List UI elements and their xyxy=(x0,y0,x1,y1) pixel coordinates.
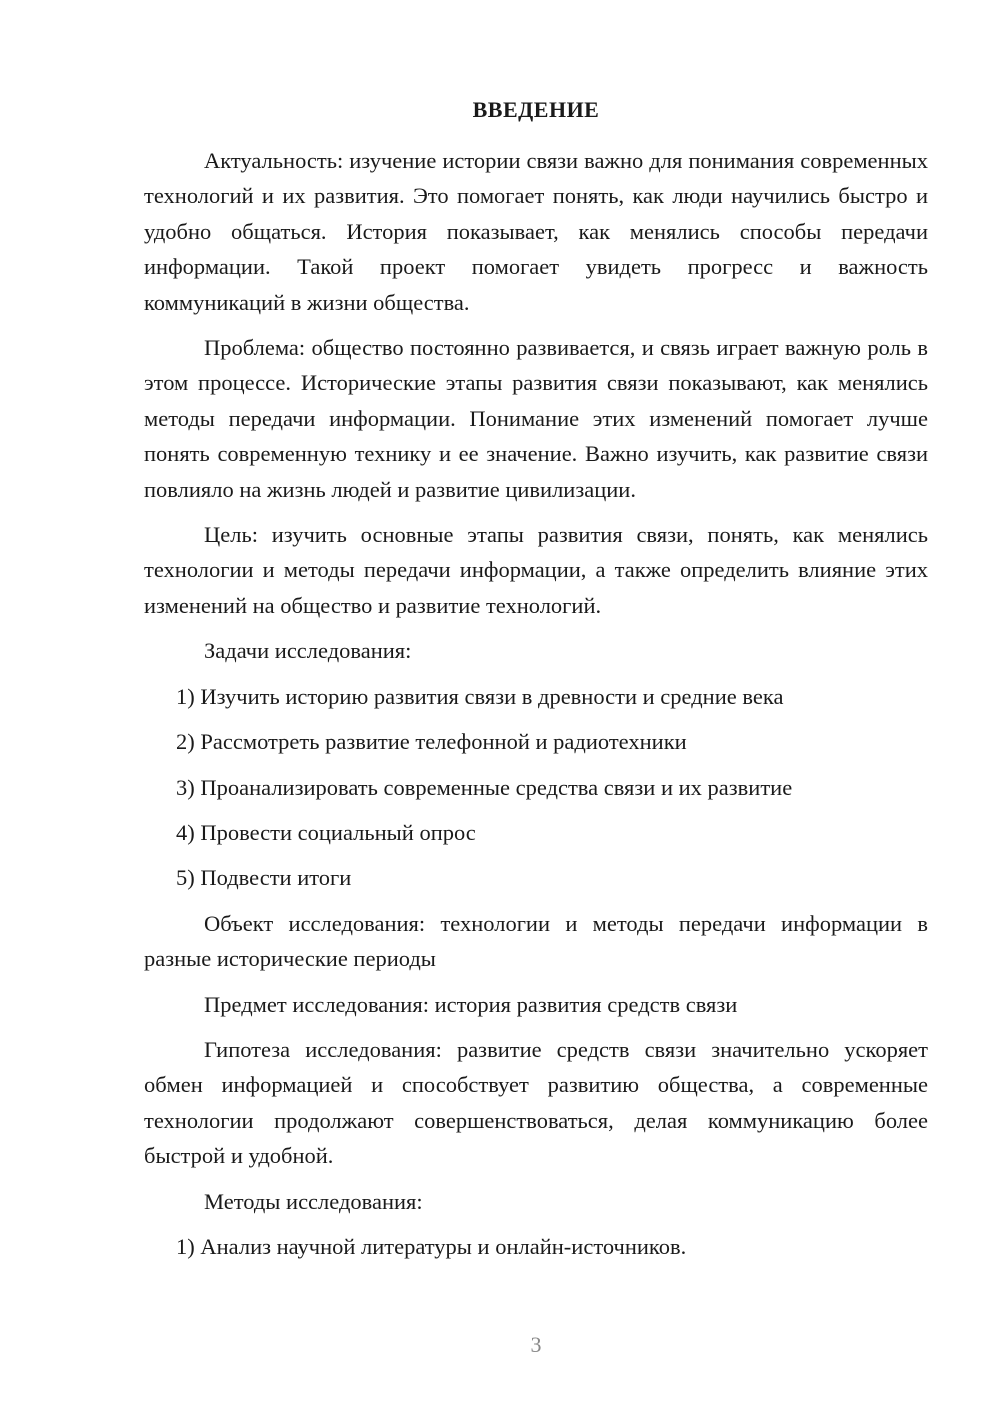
relevance-paragraph: Актуальность: изучение истории связи важно для понимания современных технологий и их развития. Это помогает понять, как люди научились быстро и удобно общаться. История показывает, как менялись способы передачи информации. Такой проект помогает увидеть прогресс и важность коммуникаций в жизни общества. xyxy=(144,148,928,315)
document-body xyxy=(144,143,928,1274)
page-number: 3 xyxy=(530,1332,542,1357)
hypothesis-paragraph: Гипотеза исследования: развитие средств связи значительно ускоряет обмен информацией и способствует развитию общества, а современные технологии продолжают совершенствоваться, делая коммуникацию более быстрой и удобной. xyxy=(144,1036,928,1169)
methods-list xyxy=(144,1229,928,1264)
page-title: ВВЕДЕНИЕ xyxy=(472,97,600,122)
tasks-list xyxy=(144,679,928,896)
list-item: 4) Провести социальный опрос xyxy=(176,819,476,845)
object-paragraph: Объект исследования: технологии и методы передачи информации в разные исторические периоды xyxy=(144,910,928,972)
problem-paragraph: Проблема: общество постоянно развивается, и связь играет важную роль в этом процессе. Исторические этапы развития связи показывают, как менялись методы передачи информации. Понимание этих изменений помогает лучше понять современную технику и ее значение. Важно изучить, как развитие связи повлияло на жизнь людей и развитие цивилизации. xyxy=(144,335,928,502)
list-item: 3) Проанализировать современные средства связи и их развитие xyxy=(176,774,793,800)
list-item: 5) Подвести итоги xyxy=(176,865,352,891)
subject-paragraph: Предмет исследования: история развития средств связи xyxy=(204,991,738,1017)
goal-paragraph: Цель: изучить основные этапы развития связи, понять, как менялись технологии и методы передачи информации, а также определить влияние этих изменений на общество и развитие технологий. xyxy=(144,522,928,618)
methods-heading: Методы исследования: xyxy=(204,1188,423,1214)
list-item: 1) Изучить историю развития связи в древности и средние века xyxy=(176,683,784,709)
tasks-heading: Задачи исследования: xyxy=(204,638,412,664)
list-item: 1) Анализ научной литературы и онлайн-источников. xyxy=(176,1233,687,1259)
list-item: 2) Рассмотреть развитие телефонной и радиотехники xyxy=(176,729,687,755)
